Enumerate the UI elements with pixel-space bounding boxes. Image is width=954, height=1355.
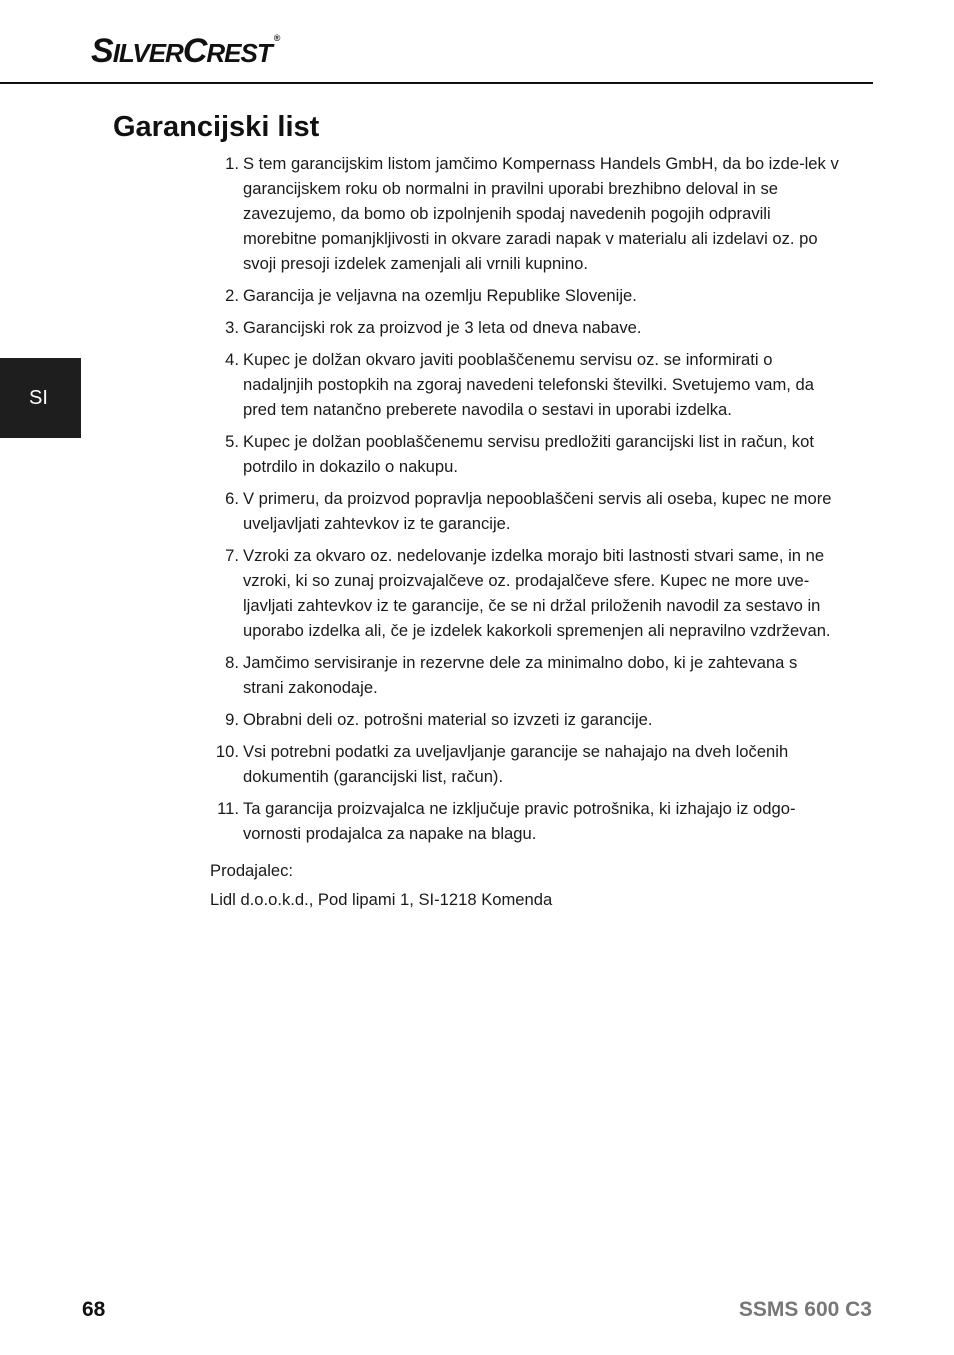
list-item: 9. Obrabni deli oz. potrošni material so izvzeti iz garancije. [225, 710, 653, 729]
list-item: 4. Kupec je dolžan okvaro javiti pooblaščenemu servisu oz. se informirati o nadaljnjih postopkih na zgoraj navedeni telefonski številki. Svetujemo vam, da pred tem natančno preberete navodila o sestavi in uporabi izdelka. [225, 350, 814, 419]
list-item: 11. Ta garancija proizvajalca ne izključuje pravic potrošnika, ki izhajajo iz odgo-vornosti prodajalca za napake na blagu. [217, 799, 796, 843]
seller-address: Lidl d.o.o.k.d., Pod lipami 1, SI-1218 Komenda [210, 890, 553, 909]
page-title: Garancijski list [113, 111, 320, 143]
brand-logo: SILVERCREST ® [91, 32, 280, 70]
list-item: 6. V primeru, da proizvod popravlja nepooblaščeni servis ali oseba, kupec ne more uveljavljati zahtevkov iz te garancije. [225, 489, 832, 533]
list-item: 3. Garancijski rok za proizvod je 3 leta od dneva nabave. [225, 318, 642, 337]
list-item: 5. Kupec je dolžan pooblaščenemu servisu predložiti garancijski list in račun, kot potrdilo in dokazilo o nakupu. [225, 432, 814, 476]
list-item: 1. S tem garancijskim listom jamčimo Kompernass Handels GmbH, da bo izde-lek v garancijskem roku ob normalni in pravilni uporabi brezhibno deloval in se zavezujemo, da bomo ob izpolnjenih spodaj navedenih pogojih odpravili morebitne pomanjkljivosti in okvare zaradi napak v materialu ali izdelavi oz. po svoji presoji izdelek zamenjali ali vrnili kupnino. [225, 154, 839, 273]
seller-block [210, 858, 842, 912]
list-item: 8. Jamčimo servisiranje in rezervne dele za minimalno dobo, ki je zahtevana s strani zakonodaje. [225, 653, 798, 697]
warranty-content [210, 151, 842, 916]
list-item: 2. Garancija je veljavna na ozemlju Republike Slovenije. [225, 286, 637, 305]
page-number: 68 [82, 1298, 106, 1321]
model-number: SSMS 600 C3 [738, 1298, 872, 1321]
warranty-terms-list [210, 151, 842, 846]
language-tab: SI [0, 358, 81, 438]
header-divider [0, 82, 873, 84]
list-item: 7. Vzroki za okvaro oz. nedelovanje izdelka morajo biti lastnosti stvari same, in ne vzroki, ki so zunaj proizvajalčeve oz. prodajalčeve sfere. Kupec ne more uve-ljavljati zahtevkov iz te garancije, če se ni držal priloženih navodil za sestavo in uporabo izdelka ali, če je izdelek kakorkoli spremenjen ali nepravilno vzdrževan. [225, 546, 831, 640]
list-item: 10. Vsi potrebni podatki za uveljavljanje garancije se nahajajo na dveh ločenih dokumentih (garancijski list, račun). [215, 742, 789, 786]
seller-label: Prodajalec: [210, 861, 294, 880]
